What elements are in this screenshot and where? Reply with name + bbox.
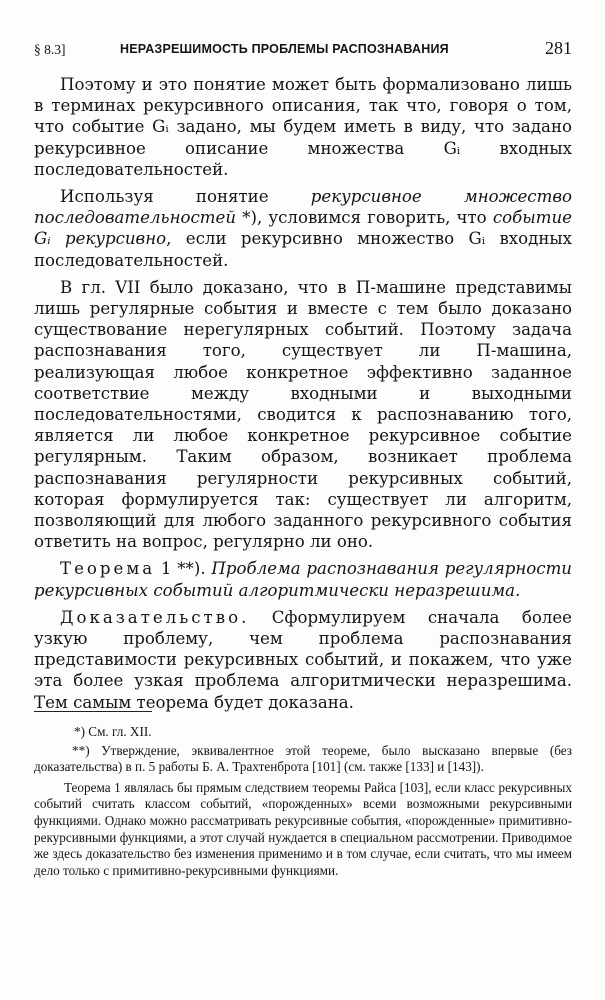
footnote: *) См. гл. XII.	[74, 724, 152, 739]
footnote: Теорема 1 являлась бы прямым следствием теоремы Райса [103], если класс рекурсивных событий считать классом событий, «порожденных» всеми возможными рекурсивными функциями. Однако можно рассматривать рекурсивные события, «порожденные» примитивно-рекурсивными функциями, а этот случай нуждается в специальном рассмотрении. Приводимое же здесь доказательство без изменения применимо и в том случае, если считать, что мы имеем дело только с примитивно-рекурсивными функциями.	[34, 779, 572, 878]
footnote: **) Утверждение, эквивалентное этой теореме, было высказано впервые (без доказательства) в п. 5 работы Б. А. Трахтенброта [101] (см. также [133] и [143]).	[34, 742, 572, 775]
section-ref: § 8.3]	[34, 42, 66, 57]
theorem-statement: Проблема распознавания регулярности рекурсивных событий алгоритмически неразрешима.	[34, 559, 572, 600]
paragraph: Используя понятие рекурсивное множество последовательностей *), условимся говорить, что событие Gᵢ рекурсивно, если рекурсивно множество Gᵢ входных последовательностей.	[34, 187, 572, 270]
theorem: Теорема 1 **). Проблема распознавания регулярности рекурсивных событий алгоритмически неразрешима.	[34, 559, 572, 600]
proof-label: Доказательство.	[60, 607, 250, 627]
theorem-label: Теорема	[60, 559, 156, 579]
footnote-rule	[34, 711, 152, 712]
footnotes	[34, 724, 572, 881]
running-title: НЕРАЗРЕШИМОСТЬ ПРОБЛЕМЫ РАСПОЗНАВАНИЯ	[120, 42, 449, 56]
term: событие Gᵢ рекурсивно	[34, 208, 572, 249]
paragraph: В гл. VII было доказано, что в П-машине представимы лишь регулярные события и вместе с тем было доказано существование нерегулярных событий. Поэтому задача распознавания того, существует ли П-машина, реализующая любое конкретное эффективно заданное соответствие между входными и выходными последовательностями, сводится к распознаванию того, является ли любое конкретное рекурсивное событие регулярным. Таким образом, возникает проблема распознавания регулярности рекурсивных событий, которая формулируется так: существует ли алгоритм, позволяющий для любого заданного рекурсивного события ответить на вопрос, регулярно ли оно.	[34, 277, 572, 552]
main-text	[34, 74, 572, 713]
running-header	[34, 38, 572, 62]
paragraph: Поэтому и это понятие может быть формализовано лишь в терминах рекурсивного описания, так что, говоря о том, что событие Gᵢ задано, мы будем иметь в виду, что задано рекурсивное описание множества Gᵢ входных последовательностей.	[34, 75, 572, 179]
page-number: 281	[545, 38, 572, 58]
proof: Доказательство. Сформулируем сначала более узкую проблему, чем проблема распознавания представимости рекурсивных событий, и покажем, что уже эта более узкая проблема алгоритмически неразрешима. Тем самым теорема будет доказана.	[34, 607, 572, 712]
term: рекурсивное множество последовательностей	[34, 187, 572, 228]
